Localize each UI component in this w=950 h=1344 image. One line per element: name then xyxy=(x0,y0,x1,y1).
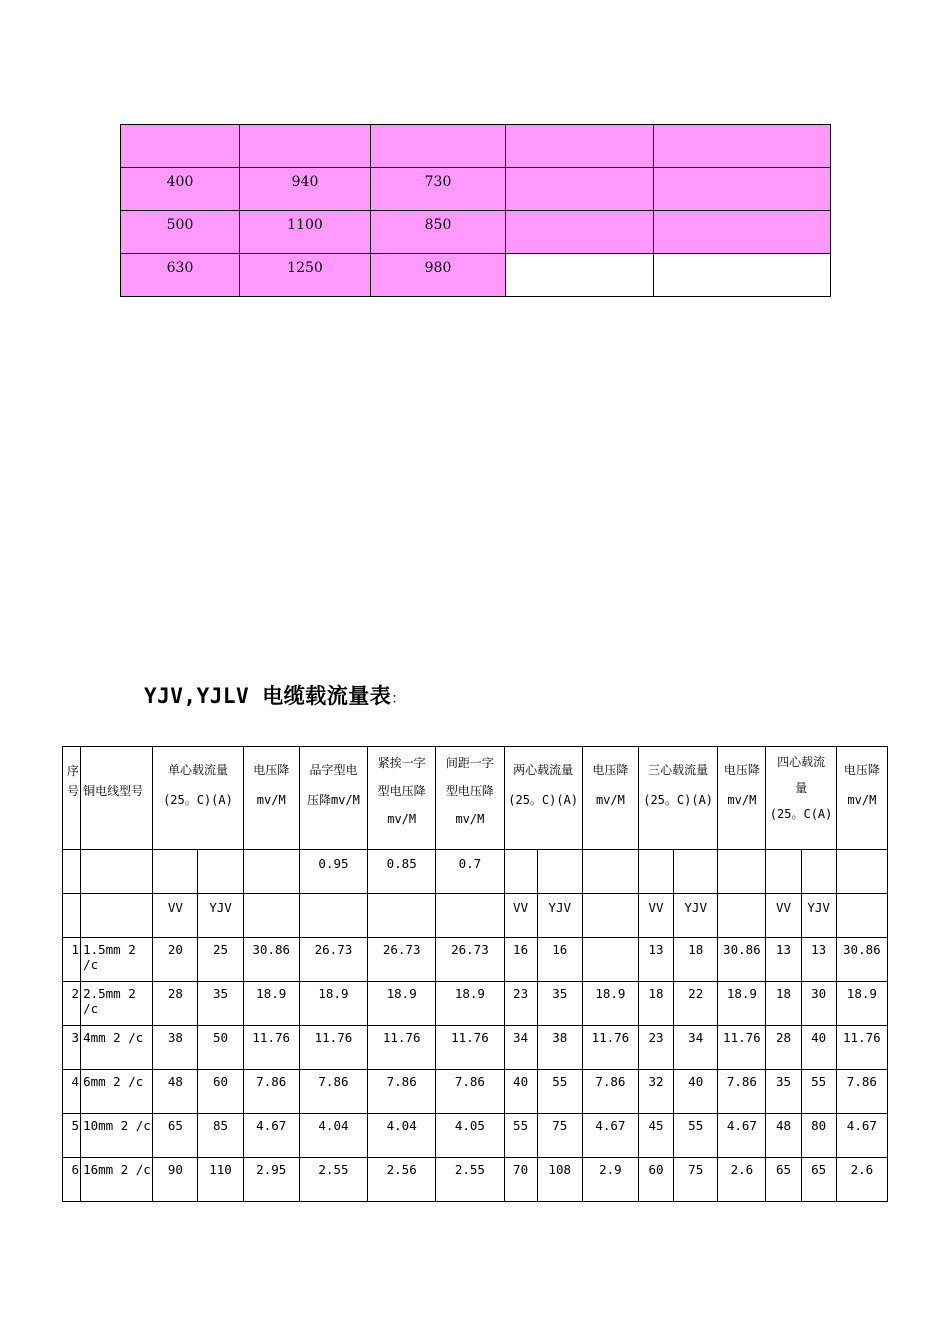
factor-cell xyxy=(801,850,836,894)
header-four-core-line2: 量 xyxy=(795,781,808,795)
row-index: 4 xyxy=(63,1070,81,1114)
cable-type-row xyxy=(63,894,888,938)
row-index: 3 xyxy=(63,1026,81,1070)
top-table-row xyxy=(121,168,831,211)
header-two-core-line1: 两心载流量 xyxy=(513,763,574,777)
row-value: 35 xyxy=(766,1070,801,1114)
row-value: 7.86 xyxy=(582,1070,638,1114)
factor-spaced: 0.7 xyxy=(436,850,504,894)
factor-cell xyxy=(504,850,537,894)
row-index: 2 xyxy=(63,982,81,1026)
row-value: 2.6 xyxy=(718,1158,766,1202)
row-value: 40 xyxy=(504,1070,537,1114)
cable-type-cell xyxy=(368,894,436,938)
row-value: 11.76 xyxy=(718,1026,766,1070)
row-value: 75 xyxy=(537,1114,582,1158)
row-value: 85 xyxy=(198,1114,243,1158)
row-value: 25 xyxy=(198,938,243,982)
cable-type-cell: YJV xyxy=(801,894,836,938)
header-row xyxy=(63,747,888,850)
header-vdrop-2-line1: 电压降 xyxy=(592,763,629,777)
header-spaced-line2: 型电压降 xyxy=(445,784,494,798)
row-value: 18 xyxy=(639,982,674,1026)
row-value: 16 xyxy=(537,938,582,982)
row-value: 65 xyxy=(801,1158,836,1202)
header-vdrop-3-line1: 电压降 xyxy=(723,763,760,777)
row-index: 1 xyxy=(63,938,81,982)
header-vdrop-4-line2: mv/M xyxy=(847,793,877,807)
header-two-core-line2: (25。C)(A) xyxy=(508,793,579,807)
top-table-cell: 500 xyxy=(121,211,240,254)
top-table-row xyxy=(121,211,831,254)
top-table-cell xyxy=(654,125,831,168)
row-value: 11.76 xyxy=(243,1026,299,1070)
cable-type-cell xyxy=(718,894,766,938)
top-table-cell xyxy=(654,254,831,297)
factor-cell xyxy=(836,850,887,894)
header-single-core xyxy=(153,747,243,850)
table-row xyxy=(63,1158,888,1202)
row-value: 110 xyxy=(198,1158,243,1202)
row-value: 30 xyxy=(801,982,836,1026)
top-table-cell: 980 xyxy=(371,254,506,297)
row-value: 26.73 xyxy=(299,938,367,982)
row-value: 18.9 xyxy=(836,982,887,1026)
row-model: 1.5mm 2 /c xyxy=(81,938,153,982)
factor-cell xyxy=(639,850,674,894)
top-table-cell xyxy=(371,125,506,168)
top-table-cell: 730 xyxy=(371,168,506,211)
factor-trefoil: 0.95 xyxy=(299,850,367,894)
header-spaced-line3: mv/M xyxy=(455,812,485,826)
row-value: 30.86 xyxy=(836,938,887,982)
header-touching-line2: 型电压降 xyxy=(377,784,426,798)
cable-type-cell: VV xyxy=(504,894,537,938)
row-value: 70 xyxy=(504,1158,537,1202)
row-value: 7.86 xyxy=(368,1070,436,1114)
top-table-cell: 850 xyxy=(371,211,506,254)
row-index: 6 xyxy=(63,1158,81,1202)
top-table-cell xyxy=(240,125,371,168)
row-value: 18.9 xyxy=(243,982,299,1026)
row-value: 28 xyxy=(153,982,198,1026)
header-single-core-line2: (25。C)(A) xyxy=(163,793,233,807)
factor-cell xyxy=(198,850,243,894)
title-text: YJV,YJLV 电缆载流量表 xyxy=(144,684,392,708)
header-vdrop-4 xyxy=(836,747,887,850)
factor-cell xyxy=(766,850,801,894)
row-value: 40 xyxy=(801,1026,836,1070)
row-value: 108 xyxy=(537,1158,582,1202)
row-value: 4.04 xyxy=(299,1114,367,1158)
top-table-body xyxy=(121,125,831,297)
row-value: 18.9 xyxy=(582,982,638,1026)
row-value: 4.67 xyxy=(582,1114,638,1158)
row-value: 2.95 xyxy=(243,1158,299,1202)
cable-type-cell: VV xyxy=(766,894,801,938)
top-table-cell: 1250 xyxy=(240,254,371,297)
row-value: 34 xyxy=(674,1026,718,1070)
factor-row xyxy=(63,850,888,894)
row-value: 65 xyxy=(153,1114,198,1158)
page-title xyxy=(144,680,406,710)
row-value: 2.9 xyxy=(582,1158,638,1202)
row-value: 22 xyxy=(674,982,718,1026)
cable-type-cell xyxy=(836,894,887,938)
row-value: 55 xyxy=(674,1114,718,1158)
row-value: 48 xyxy=(766,1114,801,1158)
header-vdrop-2 xyxy=(582,747,638,850)
row-model: 10mm 2 /c xyxy=(81,1114,153,1158)
row-value: 28 xyxy=(766,1026,801,1070)
header-trefoil xyxy=(299,747,367,850)
row-value: 7.86 xyxy=(436,1070,504,1114)
row-value: 11.76 xyxy=(436,1026,504,1070)
row-value: 18 xyxy=(674,938,718,982)
row-value: 23 xyxy=(639,1026,674,1070)
header-four-core-line1: 四心载流 xyxy=(777,755,826,769)
title-colon: ： xyxy=(391,691,406,707)
row-value: 40 xyxy=(674,1070,718,1114)
top-table-cell xyxy=(506,125,654,168)
row-value: 7.86 xyxy=(299,1070,367,1114)
factor-cell xyxy=(582,850,638,894)
header-seq xyxy=(63,747,81,850)
row-value: 13 xyxy=(639,938,674,982)
row-value xyxy=(582,938,638,982)
factor-cell xyxy=(674,850,718,894)
row-model: 6mm 2 /c xyxy=(81,1070,153,1114)
row-value: 60 xyxy=(639,1158,674,1202)
top-table xyxy=(120,124,831,297)
table-row xyxy=(63,1070,888,1114)
header-two-core xyxy=(504,747,582,850)
row-value: 13 xyxy=(801,938,836,982)
row-value: 18.9 xyxy=(718,982,766,1026)
row-value: 11.76 xyxy=(299,1026,367,1070)
table-row xyxy=(63,1114,888,1158)
row-value: 80 xyxy=(801,1114,836,1158)
top-table-cell xyxy=(506,211,654,254)
row-value: 18.9 xyxy=(436,982,504,1026)
top-table-cell xyxy=(506,254,654,297)
factor-cell xyxy=(63,850,81,894)
factor-cell xyxy=(243,850,299,894)
row-value: 34 xyxy=(504,1026,537,1070)
row-value: 11.76 xyxy=(836,1026,887,1070)
top-table-cell xyxy=(654,168,831,211)
top-table-cell: 940 xyxy=(240,168,371,211)
row-value: 7.86 xyxy=(243,1070,299,1114)
row-value: 60 xyxy=(198,1070,243,1114)
row-model: 4mm 2 /c xyxy=(81,1026,153,1070)
top-table-cell: 1100 xyxy=(240,211,371,254)
header-vdrop-4-line1: 电压降 xyxy=(843,763,880,777)
cable-type-cell: VV xyxy=(153,894,198,938)
row-value: 26.73 xyxy=(436,938,504,982)
row-value: 48 xyxy=(153,1070,198,1114)
header-trefoil-line2: 压降mv/M xyxy=(306,793,360,807)
header-single-core-line1: 单心载流量 xyxy=(167,763,228,777)
header-model-label: 铜电线型号 xyxy=(83,784,144,798)
header-vdrop-1-line2: mv/M xyxy=(256,793,286,807)
row-model: 16mm 2 /c xyxy=(81,1158,153,1202)
cable-ampacity-table xyxy=(62,746,888,1202)
cable-type-cell xyxy=(63,894,81,938)
header-vdrop-3-line2: mv/M xyxy=(727,793,757,807)
header-vdrop-1-line1: 电压降 xyxy=(253,763,290,777)
header-four-core-line3: (25。C(A) xyxy=(769,807,833,821)
top-table-cell: 400 xyxy=(121,168,240,211)
row-value: 38 xyxy=(153,1026,198,1070)
main-table-body xyxy=(63,894,888,1202)
row-value: 4.67 xyxy=(718,1114,766,1158)
cable-type-cell xyxy=(243,894,299,938)
row-value: 18 xyxy=(766,982,801,1026)
cable-type-cell: YJV xyxy=(674,894,718,938)
header-vdrop-2-line2: mv/M xyxy=(595,793,625,807)
header-three-core-line1: 三心载流量 xyxy=(648,763,709,777)
top-table-cell xyxy=(506,168,654,211)
header-seq-label: 序号 xyxy=(67,764,80,798)
header-three-core-line2: (25。C)(A) xyxy=(643,793,714,807)
factor-cell xyxy=(153,850,198,894)
header-spaced-line1: 间距一字 xyxy=(445,756,494,770)
header-three-core xyxy=(639,747,718,850)
row-index: 5 xyxy=(63,1114,81,1158)
row-value: 65 xyxy=(766,1158,801,1202)
header-model xyxy=(81,747,153,850)
row-value: 38 xyxy=(537,1026,582,1070)
row-value: 20 xyxy=(153,938,198,982)
row-value: 50 xyxy=(198,1026,243,1070)
row-value: 30.86 xyxy=(243,938,299,982)
row-value: 75 xyxy=(674,1158,718,1202)
row-value: 2.56 xyxy=(368,1158,436,1202)
row-model: 2.5mm 2 /c xyxy=(81,982,153,1026)
row-value: 7.86 xyxy=(718,1070,766,1114)
row-value: 23 xyxy=(504,982,537,1026)
cable-type-cell: VV xyxy=(639,894,674,938)
table-row xyxy=(63,1026,888,1070)
row-value: 55 xyxy=(537,1070,582,1114)
factor-cell xyxy=(81,850,153,894)
top-table-cell: 630 xyxy=(121,254,240,297)
row-value: 16 xyxy=(504,938,537,982)
cable-type-cell xyxy=(299,894,367,938)
row-value: 7.86 xyxy=(836,1070,887,1114)
cable-type-cell: YJV xyxy=(537,894,582,938)
top-table-cell xyxy=(121,125,240,168)
header-four-core xyxy=(766,747,836,850)
top-table-row xyxy=(121,254,831,297)
row-value: 2.6 xyxy=(836,1158,887,1202)
header-touching xyxy=(368,747,436,850)
row-value: 55 xyxy=(504,1114,537,1158)
factor-cell xyxy=(537,850,582,894)
row-value: 4.04 xyxy=(368,1114,436,1158)
header-vdrop-3 xyxy=(718,747,766,850)
factor-touching: 0.85 xyxy=(368,850,436,894)
row-value: 30.86 xyxy=(718,938,766,982)
cable-type-cell: YJV xyxy=(198,894,243,938)
header-vdrop-1 xyxy=(243,747,299,850)
row-value: 35 xyxy=(198,982,243,1026)
row-value: 11.76 xyxy=(582,1026,638,1070)
cable-type-cell xyxy=(436,894,504,938)
row-value: 11.76 xyxy=(368,1026,436,1070)
row-value: 4.67 xyxy=(836,1114,887,1158)
row-value: 55 xyxy=(801,1070,836,1114)
row-value: 4.05 xyxy=(436,1114,504,1158)
header-trefoil-line1: 品字型电 xyxy=(309,763,358,777)
row-value: 13 xyxy=(766,938,801,982)
cable-type-cell xyxy=(582,894,638,938)
header-touching-line1: 紧挨一字 xyxy=(377,756,426,770)
row-value: 35 xyxy=(537,982,582,1026)
row-value: 2.55 xyxy=(436,1158,504,1202)
top-table-cell xyxy=(654,211,831,254)
table-row xyxy=(63,982,888,1026)
header-spaced xyxy=(436,747,504,850)
row-value: 2.55 xyxy=(299,1158,367,1202)
row-value: 32 xyxy=(639,1070,674,1114)
row-value: 26.73 xyxy=(368,938,436,982)
factor-cell xyxy=(718,850,766,894)
row-value: 90 xyxy=(153,1158,198,1202)
row-value: 18.9 xyxy=(299,982,367,1026)
row-value: 18.9 xyxy=(368,982,436,1026)
row-value: 4.67 xyxy=(243,1114,299,1158)
top-table-row xyxy=(121,125,831,168)
cable-type-cell xyxy=(81,894,153,938)
row-value: 45 xyxy=(639,1114,674,1158)
table-row xyxy=(63,938,888,982)
header-touching-line3: mv/M xyxy=(387,812,417,826)
